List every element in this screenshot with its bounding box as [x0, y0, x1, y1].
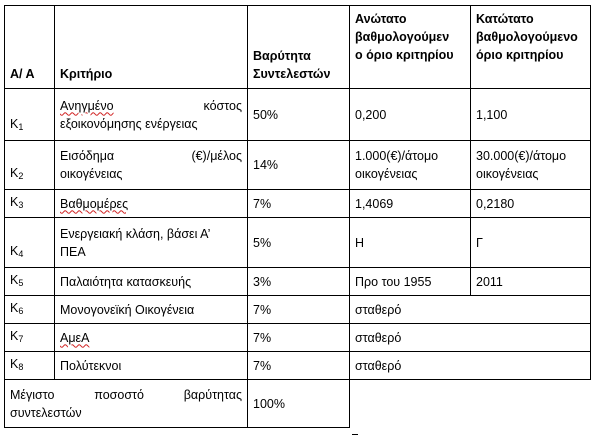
- header-min-line: βαθμολογούμενο: [476, 30, 578, 44]
- max-cell: 0,200: [350, 89, 471, 141]
- table-row: [5, 190, 591, 218]
- min-cell: 2011: [471, 268, 591, 296]
- min-cell: Γ: [471, 218, 591, 268]
- weight-cell: 5%: [248, 218, 350, 268]
- table-row: [5, 268, 591, 296]
- min-cell: 30.000(€)/άτομο οικογένειας: [471, 141, 591, 190]
- total-row: [5, 380, 591, 428]
- total-label-text: βαρύτητας: [183, 387, 242, 402]
- header-max: [350, 6, 471, 89]
- header-min: [471, 6, 591, 89]
- criterion-text: Εισόδημα: [60, 149, 115, 163]
- total-label-text: Μέγιστο: [10, 387, 55, 402]
- header-criterion-text: Κριτήριο: [60, 67, 113, 81]
- header-max-line: ο όριο κριτηρίου: [355, 48, 454, 62]
- criterion-cell: ΑμεΑ: [55, 324, 248, 352]
- criteria-table: [4, 5, 591, 428]
- header-row: [5, 6, 591, 89]
- table-row: [5, 324, 591, 352]
- total-label-text: συντελεστών: [10, 405, 82, 420]
- header-aa-text: Α/ Α: [10, 67, 35, 81]
- min-cell: 0,2180: [471, 190, 591, 218]
- criterion-text: κόστος: [203, 98, 242, 113]
- header-weight: [248, 6, 350, 89]
- criterion-cell: Μονογονεϊκή Οικογένεια: [55, 296, 248, 324]
- criterion-text: οικογένειας: [60, 167, 123, 181]
- row-code: $K_7$: [5, 324, 55, 352]
- header-min-line: όριο κριτηρίου: [476, 48, 564, 62]
- min-cell: 1,100: [471, 89, 591, 141]
- header-weight-text: Βαρύτητα Συντελεστών: [253, 49, 331, 81]
- row-code: $K_6$: [5, 296, 55, 324]
- criterion-text: (€)/μέλος: [191, 149, 242, 163]
- row-code: $K_5$: [5, 268, 55, 296]
- header-min-line: Κατώτατο: [476, 12, 534, 26]
- fixed-cell: σταθερό: [350, 352, 591, 380]
- row-code: $K_2$: [5, 141, 55, 190]
- weight-cell: 7%: [248, 296, 350, 324]
- fixed-cell: σταθερό: [350, 296, 591, 324]
- max-cell: Η: [350, 218, 471, 268]
- fixed-cell: σταθερό: [350, 324, 591, 352]
- table-row: [5, 141, 591, 190]
- weight-cell: 14%: [248, 141, 350, 190]
- weight-cell: 7%: [248, 324, 350, 352]
- row-code: $K_8$: [5, 352, 55, 380]
- criteria-document: [4, 5, 591, 428]
- weight-cell: 7%: [248, 190, 350, 218]
- table-row: [5, 89, 591, 141]
- empty-cell: [350, 380, 591, 428]
- criterion-cell: [55, 89, 248, 141]
- row-code: $K_3$: [5, 190, 55, 218]
- total-value-cell: 100%: [248, 380, 350, 428]
- criterion-text: Ενεργειακή κλάση, βάσει Α’: [60, 226, 211, 241]
- max-cell: 1.000(€)/άτομο οικογένειας: [350, 141, 471, 190]
- criterion-cell: Βαθμομέρες: [55, 190, 248, 218]
- criterion-cell: Πολύτεκνοι: [55, 352, 248, 380]
- header-aa: [5, 6, 55, 89]
- criterion-text: ΠΕΑ: [60, 244, 86, 259]
- table-row: [5, 218, 591, 268]
- table-row: [5, 296, 591, 324]
- criterion-cell: [55, 218, 248, 268]
- criterion-cell: [55, 141, 248, 190]
- total-label-cell: [5, 380, 248, 428]
- table-edge-line: [352, 434, 358, 435]
- weight-cell: 3%: [248, 268, 350, 296]
- max-cell: 1,4069: [350, 190, 471, 218]
- row-code: $K_1$: [5, 89, 55, 141]
- max-cell: Προ του 1955: [350, 268, 471, 296]
- criterion-text: Ανηγμένο: [60, 98, 114, 113]
- criterion-cell: Παλαιότητα κατασκευής: [55, 268, 248, 296]
- total-label-text: ποσοστό: [94, 387, 144, 402]
- header-max-line: βαθμολογούμεν: [355, 30, 450, 44]
- header-max-line: Ανώτατο: [355, 12, 407, 26]
- header-criterion: [55, 6, 248, 89]
- criterion-text: εξοικονόμησης ενέργειας: [60, 116, 198, 131]
- table-row: [5, 352, 591, 380]
- row-code: $K_4$: [5, 218, 55, 268]
- weight-cell: 50%: [248, 89, 350, 141]
- weight-cell: 7%: [248, 352, 350, 380]
